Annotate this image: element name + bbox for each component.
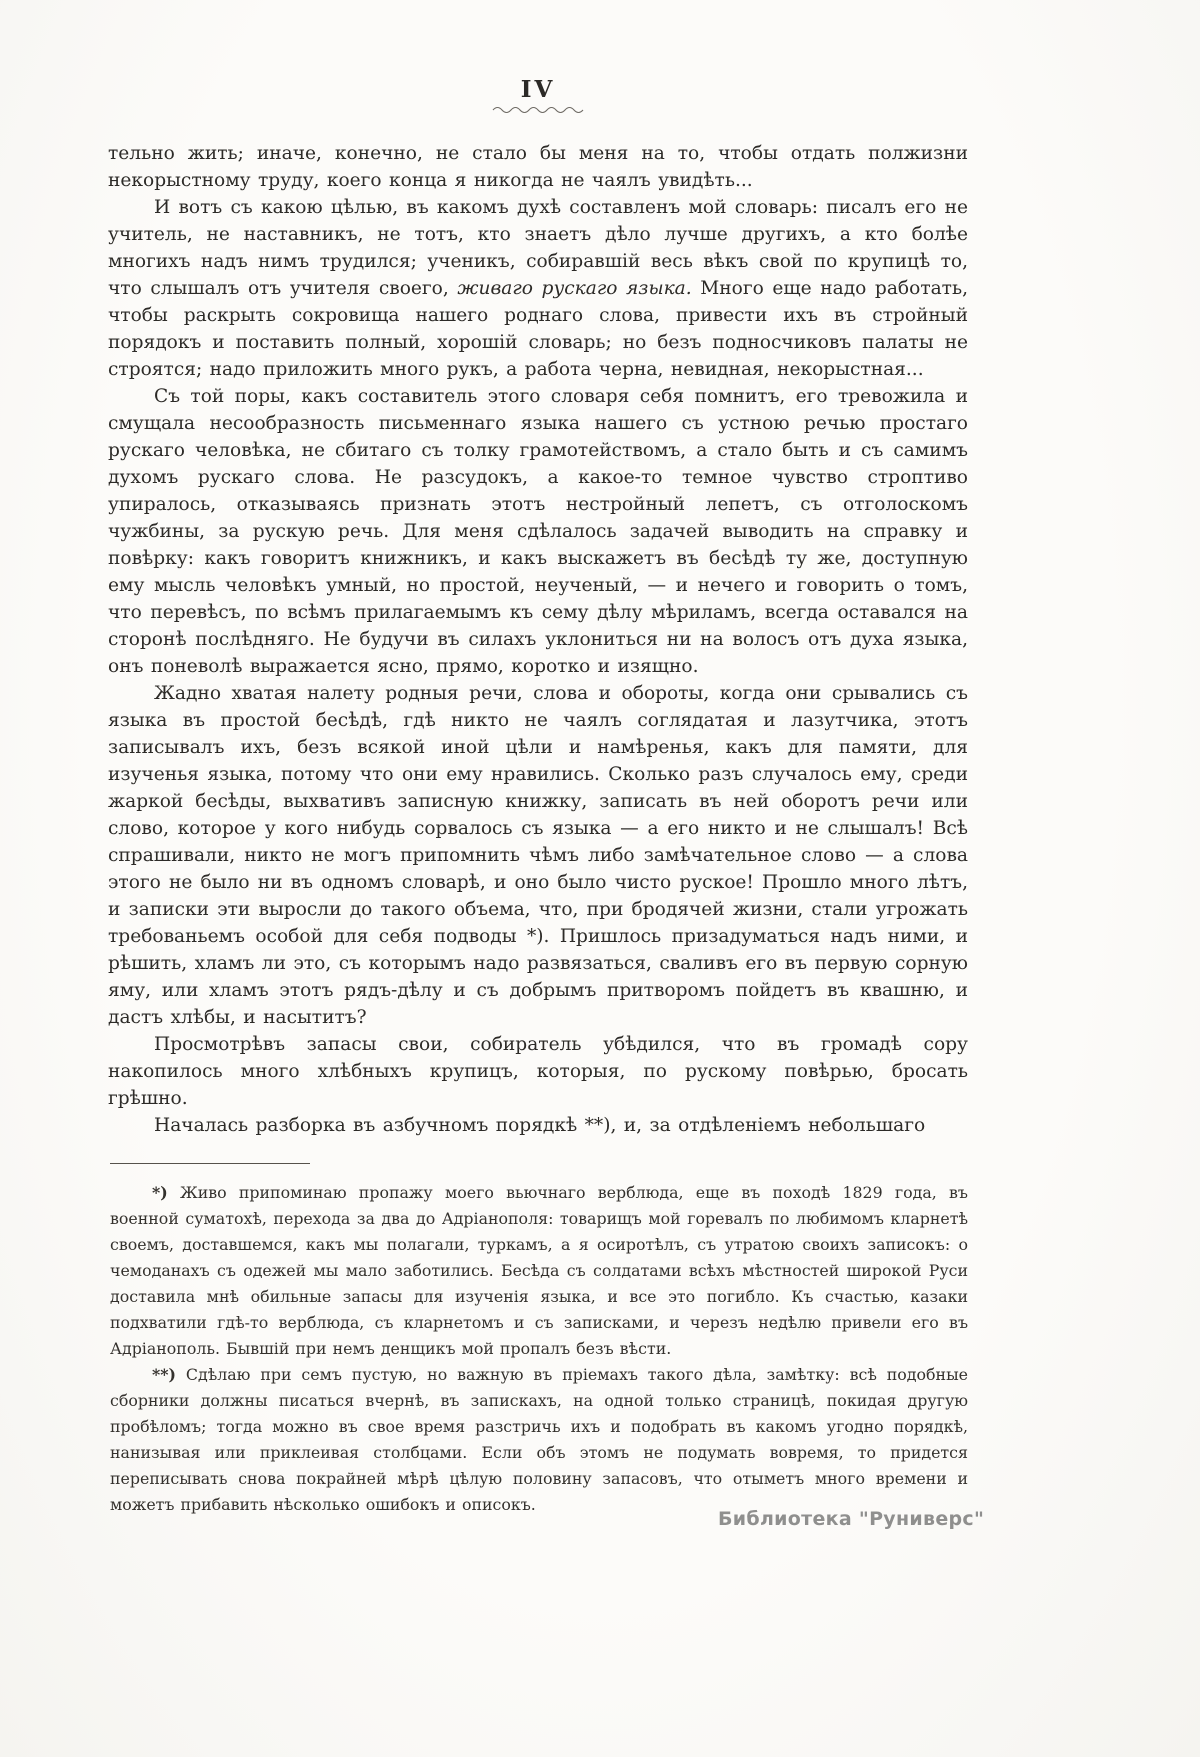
- footnote-marker: *): [152, 1183, 168, 1202]
- paragraph-text: Много еще надо работать, чтобы раскрыть сокровища нашего роднаго слова, привести ихъ въ стройный порядокъ и поставить полный, хорошій словарь; но безъ подносчиковъ палаты не строятся; надо приложить много рукъ, а работа черна, невидная, некорыстная...: [108, 278, 969, 380]
- footnote-marker: **): [152, 1365, 176, 1384]
- footnote-text: Сдѣлаю при семъ пустую, но важную въ пріемахъ такого дѣла, замѣтку: всѣ подобные сборники должны писаться вчернѣ, въ запискахъ, на одной только страницѣ, покидая другую пробѣломъ; тогда можно въ свое время разстричь ихъ и подобрать въ какомъ угодно порядкѣ, нанизывая или приклеивая столбцами. Если объ этомъ не подумать вовремя, то придется переписывать снова покрайней мѣрѣ цѣлую половину запасовъ, что отыметъ много времени и можетъ прибавить нѣсколько ошибокъ и описокъ.: [110, 1365, 968, 1514]
- paragraph: Жадно хватая налету родныя речи, слова и обороты, когда они срывались съ языка въ простой бесѣдѣ, гдѣ никто не чаялъ соглядатая и лазутчика, этотъ записывалъ ихъ, безъ всякой иной цѣли и намѣренья, какъ для памяти, для изученья языка, потому что они ему нравились. Сколько разъ случалось ему, среди жаркой бесѣды, выхвативъ записную книжку, записать въ ней оборотъ речи или слово, которое у кого нибудь сорвалось съ языка — а его никто и не слышалъ! Всѣ спрашивали, никто не могъ припомнить чѣмъ либо замѣчательное слово — а слова этого не было ни въ одномъ словарѣ, и оно было чисто руское! Прошло много лѣтъ, и записки эти выросли до такого объема, что, при бродячей жизни, стали угрожать требованьемъ особой для себя подводы *). Пришлось призадуматься надъ ними, и рѣшить, хламъ ли это, съ которымъ надо развязаться, сваливъ его въ первую сорную яму, или хламъ этотъ рядъ-дѣлу и съ добрымъ притворомъ пойдетъ въ квашню, и дастъ хлѣбы, и насытитъ?: [108, 683, 968, 1028]
- page-number: IV: [520, 76, 556, 103]
- italic-phrase: живаго рускаго языка.: [457, 278, 692, 299]
- watermark: Библиотека "Руниверс": [718, 1508, 985, 1530]
- paragraph-continuation: тельно жить; иначе, конечно, не стало бы меня на то, чтобы отдать полжизни некорыстному труду, коего конца я никогда не чаялъ увидѣть...: [108, 143, 968, 191]
- paragraph: Началась разборка въ азбучномъ порядкѣ **), и, за отдѣленіемъ небольшаго: [154, 1115, 926, 1136]
- footnote-separator: [110, 1163, 310, 1164]
- paragraph: Съ той поры, какъ составитель этого словаря себя помнитъ, его тревожила и смущала несообразность письменнаго языка нашего съ устною речью простаго рускаго человѣка, не сбитаго съ толку грамотействомъ, а стало быть и съ самимъ духомъ рускаго слова. Не разсудокъ, а какое-то темное чувство строптиво упиралось, отказываясь признать этотъ нестройный лепетъ, съ отголоскомъ чужбины, за рускую речь. Для меня сдѣлалось задачей выводить на справку и повѣрку: какъ говоритъ книжникъ, и какъ выскажетъ въ бесѣдѣ ту же, доступную ему мысль человѣкъ умный, но простой, неученый, — и нечего и говорить о томъ, что перевѣсъ, по всѣмъ прилагаемымъ къ сему дѣлу мѣриламъ, всегда оставался на сторонѣ послѣдняго. Не будучи въ силахъ уклониться ни на волосъ отъ духа языка, онъ поневолѣ выражается ясно, прямо, коротко и изящно.: [108, 386, 968, 677]
- paragraph: [108, 194, 968, 383]
- page-header: [108, 0, 968, 114]
- footnotes: [110, 1180, 968, 1518]
- paragraph: Просмотрѣвъ запасы свои, собиратель убѣдился, что въ громадѣ сору накопилось много хлѣбныхъ крупицъ, которыя, по рускому повѣрью, бросать грѣшно.: [108, 1034, 968, 1109]
- paragraph-text: И вотъ съ какою цѣлью, въ какомъ духѣ составленъ мой словарь: писалъ его не учитель, не наставникъ, не тотъ, кто знаетъ дѣло лучше другихъ, а кто болѣе многихъ надъ нимъ трудился; ученикъ, собиравшій весь вѣкъ свой по крупицѣ то, что слышалъ отъ учителя своего,: [108, 197, 968, 299]
- footnote: [110, 1362, 968, 1518]
- ornament-squiggle: [492, 104, 584, 114]
- footnote-text: Живо припоминаю пропажу моего вьючнаго верблюда, еще въ походѣ 1829 года, въ военной суматохѣ, перехода за два до Адріанополя: товарищъ мой горевалъ по любимомъ кларнетѣ своемъ, доставшемся, какъ мы полагали, туркамъ, а я осиротѣлъ, съ утратою своихъ записокъ: о чемоданахъ съ одежей мы мало заботились. Бесѣда съ солдатами всѣхъ мѣстностей широкой Руси доставила мнѣ обильные запасы для изученія языка, и все это погибло. Къ счастью, казаки подхватили гдѣ-то верблюда, съ кларнетомъ и съ записками, и черезъ недѣлю привели его въ Адріанополь. Бывшій при немъ денщикъ мой пропалъ безъ вѣсти.: [110, 1183, 968, 1358]
- main-text: [108, 140, 968, 1139]
- footnote: [110, 1180, 968, 1362]
